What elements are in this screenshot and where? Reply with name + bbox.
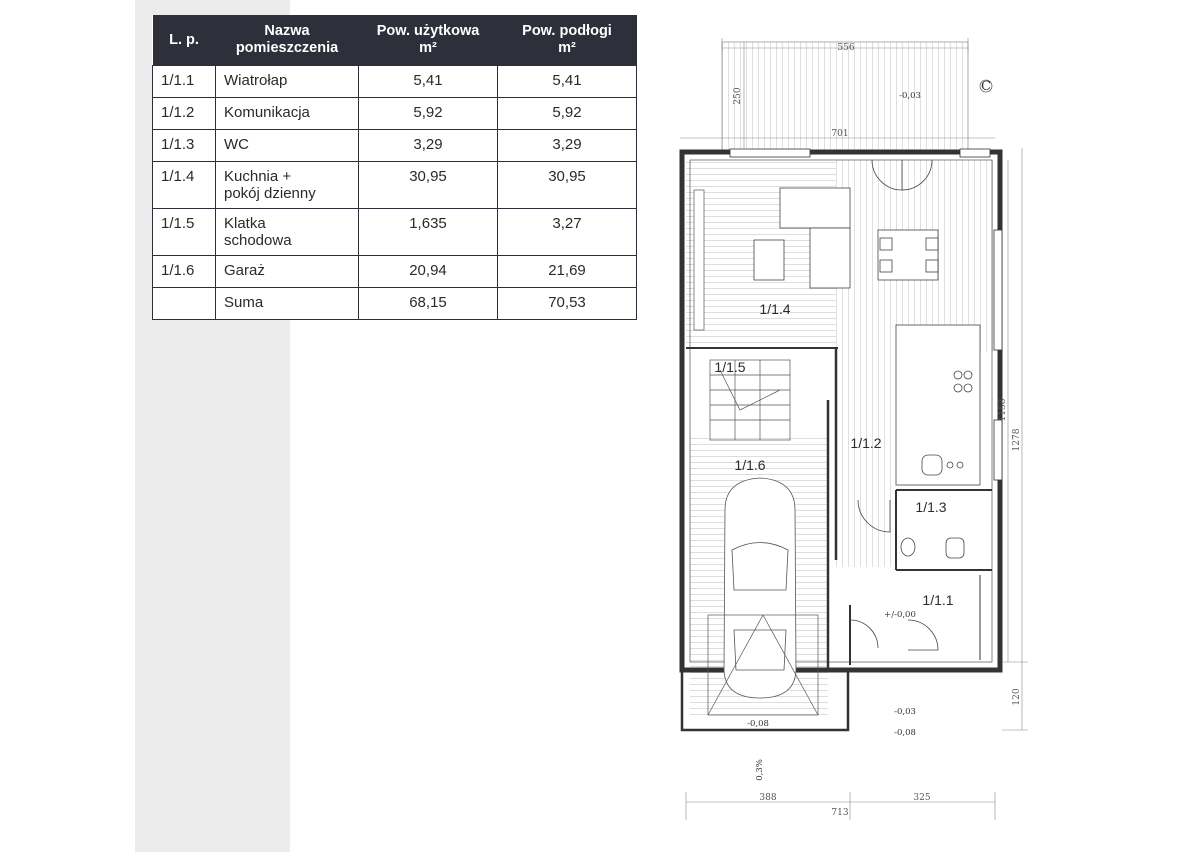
cell-lp xyxy=(153,288,216,320)
table-sum-row xyxy=(153,288,637,320)
dim-bottom-total: 713 xyxy=(831,808,849,818)
corridor-floor xyxy=(836,352,896,567)
north-symbol: C xyxy=(981,79,991,94)
dim-front-depth: 120 xyxy=(1012,688,1022,706)
level-driveway-slope: 0,3% xyxy=(755,759,765,781)
car xyxy=(724,478,796,698)
cell-sum-floor: 70,53 xyxy=(498,288,637,320)
header-lp: L. p. xyxy=(153,15,216,66)
room-area-table xyxy=(152,15,637,320)
level-garage-front: -0,08 xyxy=(747,719,769,729)
cell-usable-area: 3,29 xyxy=(359,130,498,162)
cell-floor-area: 5,41 xyxy=(498,66,637,98)
cell-lp: 1/1.4 xyxy=(153,162,216,209)
table-row xyxy=(153,98,637,130)
cell-sum-label: Suma xyxy=(216,288,359,320)
cell-usable-area: 20,94 xyxy=(359,256,498,288)
cell-floor-area: 3,29 xyxy=(498,130,637,162)
cell-floor-area: 3,27 xyxy=(498,209,637,256)
cell-room-name: WC xyxy=(216,130,359,162)
dim-terrace-depth: 250 xyxy=(733,87,743,105)
dining-table xyxy=(878,230,938,280)
dim-top-width: 701 xyxy=(831,129,849,139)
dim-terrace-width: 556 xyxy=(837,43,855,53)
cell-lp: 1/1.1 xyxy=(153,66,216,98)
cell-usable-area: 5,41 xyxy=(359,66,498,98)
cell-room-name: Garaż xyxy=(216,256,359,288)
tv-cabinet xyxy=(694,190,704,330)
table-row xyxy=(153,162,637,209)
cell-room-name: Kuchnia + pokój dzienny xyxy=(216,162,359,209)
cell-sum-usable: 68,15 xyxy=(359,288,498,320)
table-row xyxy=(153,256,637,288)
level-entrance-floor: +/-0,00 xyxy=(884,610,916,620)
terrace xyxy=(722,38,992,150)
level-terrace: -0,03 xyxy=(899,91,921,101)
cell-usable-area: 30,95 xyxy=(359,162,498,209)
table-row xyxy=(153,130,637,162)
cell-usable-area: 5,92 xyxy=(359,98,498,130)
kitchen-counter xyxy=(896,325,980,485)
cell-floor-area: 21,69 xyxy=(498,256,637,288)
cell-lp: 1/1.2 xyxy=(153,98,216,130)
room-label-garage: 1/1.6 xyxy=(734,457,766,473)
cell-room-name: Komunikacja xyxy=(216,98,359,130)
room-label-corridor: 1/1.2 xyxy=(850,435,882,451)
dim-bottom-left: 388 xyxy=(759,793,777,803)
room-label-stairs: 1/1.5 xyxy=(714,359,746,375)
cell-room-name: Wiatrołap xyxy=(216,66,359,98)
wc-fixtures xyxy=(901,538,964,558)
table-row xyxy=(153,209,637,256)
cell-lp: 1/1.6 xyxy=(153,256,216,288)
level-entrance-path: -0,08 xyxy=(894,728,916,738)
header-room-name: Nazwa pomieszczenia xyxy=(216,15,359,66)
dim-bottom-right: 325 xyxy=(913,793,931,803)
room-label-wc: 1/1.3 xyxy=(915,499,947,515)
cell-usable-area: 1,635 xyxy=(359,209,498,256)
cell-floor-area: 30,95 xyxy=(498,162,637,209)
header-floor-area: Pow. podłogi m² xyxy=(498,15,637,66)
cell-floor-area: 5,92 xyxy=(498,98,637,130)
table-header-row xyxy=(153,15,637,66)
room-label-vestibule: 1/1.1 xyxy=(922,592,954,608)
dim-height-inner: 1158 xyxy=(998,398,1008,422)
dim-height-total: 1278 xyxy=(1012,428,1022,452)
level-entrance-step: -0,03 xyxy=(894,707,916,717)
floor-plan xyxy=(650,30,1050,830)
cell-lp: 1/1.3 xyxy=(153,130,216,162)
table-row xyxy=(153,66,637,98)
cell-room-name: Klatka schodowa xyxy=(216,209,359,256)
header-usable-area: Pow. użytkowa m² xyxy=(359,15,498,66)
cell-lp: 1/1.5 xyxy=(153,209,216,256)
room-label-living: 1/1.4 xyxy=(759,301,791,317)
